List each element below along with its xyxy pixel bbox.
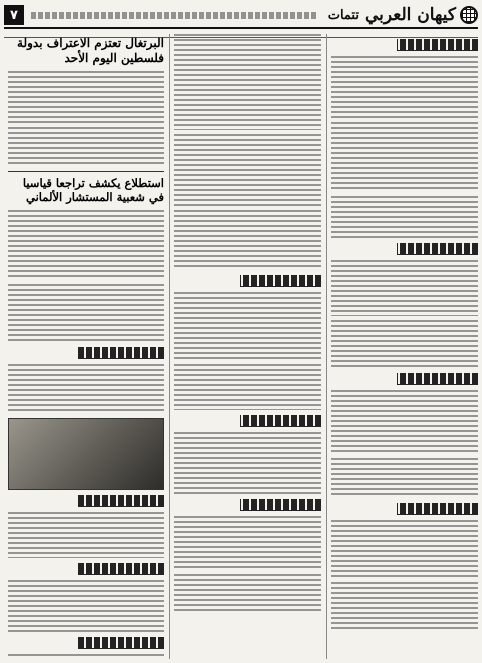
text-block [331, 582, 478, 632]
text-block [174, 364, 321, 410]
column-left [4, 34, 164, 659]
column-subhead [240, 499, 321, 511]
column-subhead [78, 495, 164, 507]
headline-portugal-palestine: البرتغال تعتزم الاعتراف بدولة فلسطين اليوم الأحد [17, 36, 164, 65]
text-block [8, 512, 164, 558]
text-block [8, 284, 164, 342]
text-block [8, 71, 164, 123]
text-block [174, 516, 321, 570]
text-block [331, 520, 478, 578]
text-block [174, 134, 321, 206]
text-block [331, 122, 478, 192]
column-subhead [78, 637, 164, 649]
column-middle [169, 34, 321, 659]
column-right [326, 34, 478, 659]
text-block [174, 210, 321, 270]
column-subhead [397, 373, 478, 385]
text-block [174, 432, 321, 494]
globe-logo-icon [460, 6, 478, 24]
column-subhead [397, 39, 478, 51]
issue-meta-line [30, 12, 316, 19]
text-block [8, 654, 164, 659]
masthead-title: كيهان العربي [364, 5, 456, 25]
text-block [174, 574, 321, 614]
text-block [331, 458, 478, 498]
text-block [8, 364, 164, 414]
column-subhead [78, 347, 164, 359]
column-subhead [240, 415, 321, 427]
headline-german-chancellor-poll: استطلاع يكشف تراجعا قياسيا في شعبية المستشار الألماني [22, 176, 164, 205]
column-subhead [397, 243, 478, 255]
text-block [174, 34, 321, 130]
text-block [331, 260, 478, 316]
text-block [331, 320, 478, 368]
article-divider [8, 171, 164, 172]
text-block [331, 196, 478, 238]
text-block [174, 292, 321, 360]
column-subhead [240, 275, 321, 287]
text-block [331, 390, 478, 454]
page-number: ٧ [4, 5, 24, 25]
page-body [4, 34, 478, 659]
column-subhead [78, 563, 164, 575]
column-subhead [397, 503, 478, 515]
article-photo [8, 418, 164, 490]
text-block [8, 210, 164, 280]
page-header [4, 3, 478, 29]
masthead [365, 4, 478, 26]
section-title: تتمات [327, 7, 359, 23]
text-block [331, 56, 478, 118]
text-block [8, 127, 164, 167]
text-block [8, 580, 164, 632]
